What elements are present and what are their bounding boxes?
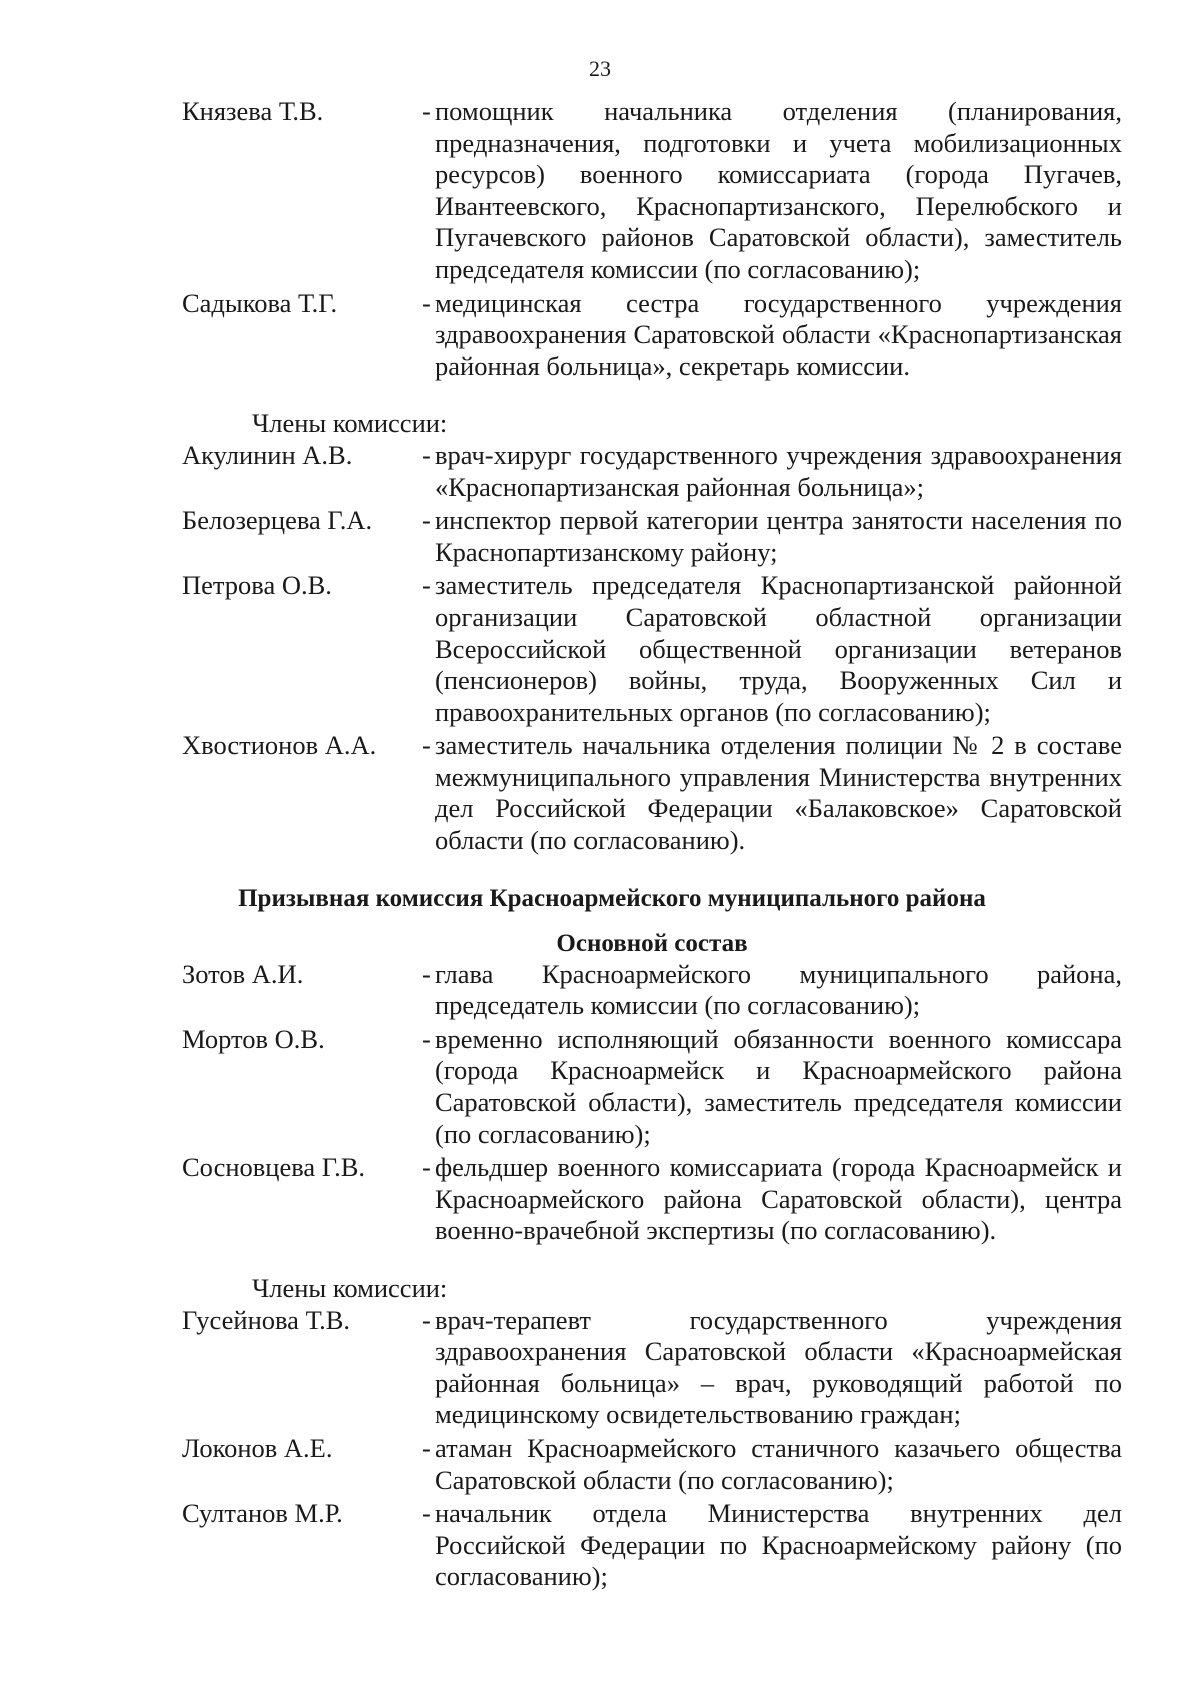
person-position: помощник начальника отделения (планирования, предназначения, подготовки и учета мобилизационных ресурсов) военного комиссариата (города Пугачев, Ивантеевского, Краснопартизанского, Перелюбского и Пугачевского районов Саратовской области), заместитель председателя комиссии (по согласованию);	[435, 96, 1122, 284]
person-entry	[182, 1498, 1122, 1593]
person-name: Петрова О.В.	[182, 570, 332, 601]
person-entry	[182, 440, 1122, 503]
person-entry	[182, 1152, 1122, 1247]
person-name: Локонов А.Е.	[182, 1432, 333, 1463]
person-entry	[182, 570, 1122, 728]
dash-marker: -	[422, 958, 431, 989]
person-position: врач-хирург государственного учреждения здравоохранения «Краснопартизанская районная больница»;	[435, 439, 1122, 502]
composition-subheading: Основной состав	[556, 929, 748, 957]
person-entry	[182, 1433, 1122, 1496]
person-name: Князева Т.В.	[182, 96, 324, 126]
person-name: Белозерцева Г.А.	[182, 505, 373, 536]
person-entry	[182, 1024, 1122, 1150]
person-entry	[182, 505, 1122, 568]
person-name: Садыкова Т.Г.	[182, 287, 338, 318]
person-name: Акулинин А.В.	[182, 439, 353, 470]
members-label: Члены комиссии:	[252, 408, 448, 439]
dash-marker: -	[422, 1023, 431, 1054]
dash-marker: -	[422, 570, 431, 601]
dash-marker: -	[422, 730, 431, 761]
dash-marker: -	[422, 1498, 431, 1529]
dash-marker: -	[422, 439, 431, 470]
person-entry	[182, 96, 1122, 286]
person-name: Султанов М.Р.	[182, 1498, 343, 1529]
person-position: медицинская сестра государственного учреждения здравоохранения Саратовской области «Краснопартизанская районная больница», секретарь комиссии.	[435, 287, 1122, 381]
dash-marker: -	[422, 1432, 431, 1463]
dash-marker: -	[422, 287, 431, 318]
person-entry	[182, 959, 1122, 1022]
person-position: временно исполняющий обязанности военного комиссара (города Красноармейск и Красноармейского района Саратовской области), заместитель председателя комиссии (по согласованию);	[435, 1023, 1122, 1149]
person-position: глава Красноармейского муниципального района, председатель комиссии (по согласованию);	[435, 958, 1122, 1021]
dash-marker: -	[422, 505, 431, 536]
person-name: Гусейнова Т.В.	[182, 1304, 351, 1335]
dash-marker: -	[422, 1152, 431, 1183]
person-position: фельдшер военного комиссариата (города Красноармейск и Красноармейского района Саратовской области), центра военно-врачебной экспертизы (по согласованию).	[435, 1152, 1122, 1246]
dash-marker: -	[422, 96, 431, 126]
person-name: Сосновцева Г.В.	[182, 1152, 366, 1183]
person-name: Мортов О.В.	[182, 1023, 325, 1054]
document-content	[182, 96, 1122, 1593]
person-entry	[182, 730, 1122, 856]
person-position: врач-терапевт государственного учреждения здравоохранения Саратовской области «Красноармейская районная больница» – врач, руководящий работой по медицинскому освидетельствованию граждан;	[435, 1304, 1122, 1430]
person-name: Зотов А.И.	[182, 958, 304, 989]
person-entry	[182, 1305, 1122, 1431]
commission-heading: Призывная комиссия Красноармейского муниципального района	[238, 884, 986, 912]
person-position: заместитель председателя Краснопартизанской районной организации Саратовской областной организации Всероссийской общественной организации ветеранов (пенсионеров) войны, труда, Вооруженных Сил и правоохранительных органов (по согласованию);	[435, 570, 1122, 727]
person-position: начальник отдела Министерства внутренних дел Российской Федерации по Красноармейскому району (по согласованию);	[435, 1498, 1122, 1592]
dash-marker: -	[422, 1304, 431, 1335]
page-number: 23	[589, 56, 611, 81]
person-entry	[182, 288, 1122, 383]
person-position: заместитель начальника отделения полиции № 2 в составе межмуниципального управления Министерства внутренних дел Российской Федерации «Балаковское» Саратовской области (по согласованию).	[435, 730, 1122, 856]
members-label: Члены комиссии:	[252, 1273, 448, 1303]
person-position: инспектор первой категории центра занятости населения по Краснопартизанскому району;	[435, 505, 1122, 567]
person-name: Хвостионов А.А.	[182, 730, 377, 761]
person-position: атаман Красноармейского станичного казачьего общества Саратовской области (по согласованию);	[435, 1432, 1122, 1495]
